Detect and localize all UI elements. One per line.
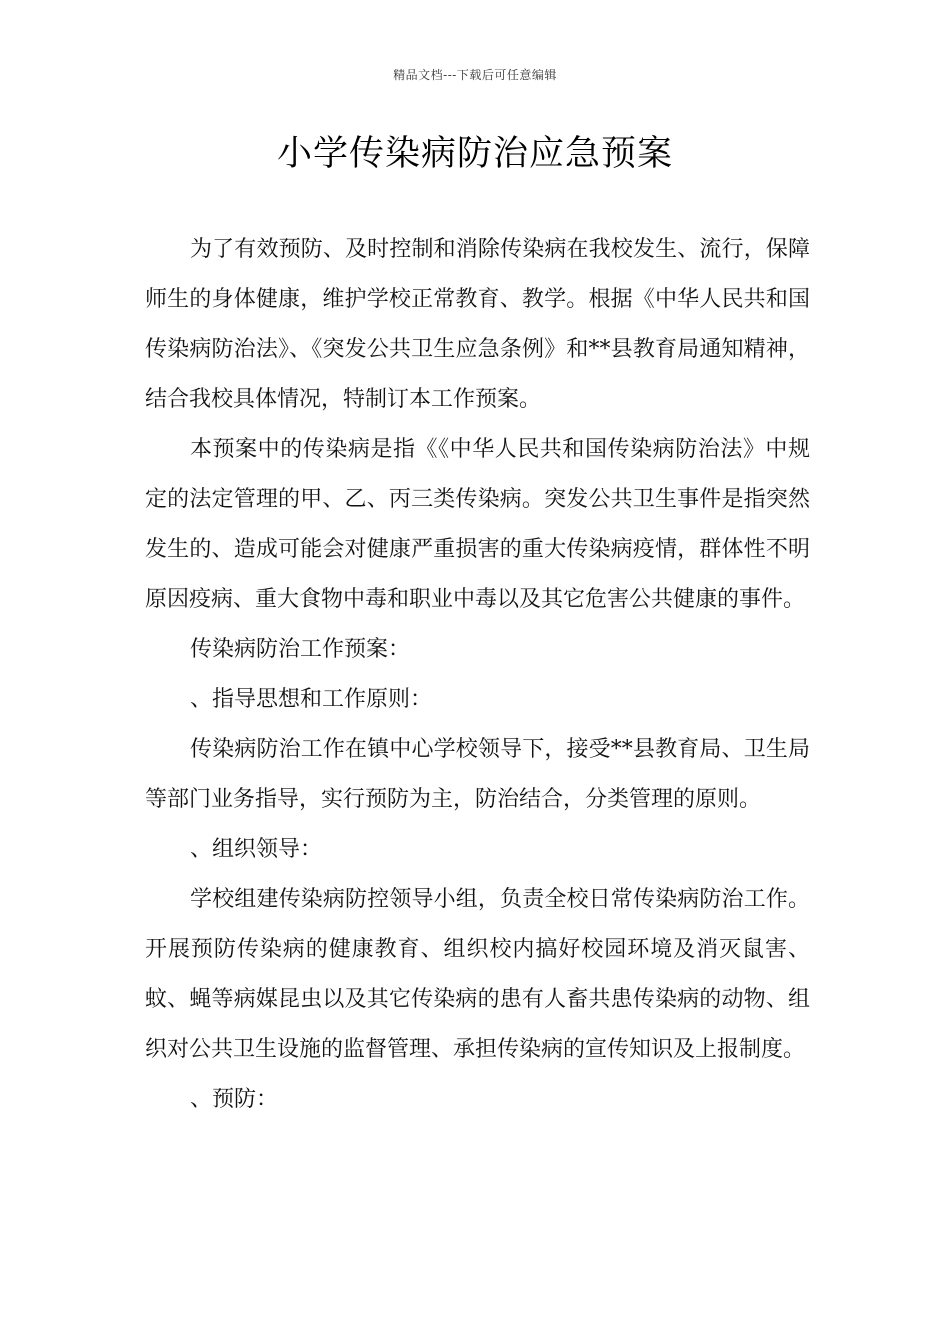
- paragraph-leadership: 学校组建传染病防控领导小组，负责全校日常传染病防治工作。开展预防传染病的健康教育、组织校内搞好校园环境及消灭鼠害、蚊、蝇等病媒昆虫以及其它传染病的患有人畜共患传染病的动物、组织对公共卫生设施的监督管理、承担传染病的宣传知识及上报制度。: [145, 887, 810, 1062]
- paragraph-principles: 传染病防治工作在镇中心学校领导下，接受**县教育局、卫生局等部门业务指导，实行预防为主，防治结合，分类管理的原则。: [145, 737, 810, 812]
- header-note: 精品文档---下载后可任意编辑: [393, 68, 557, 82]
- document-title: 小学传染病防治应急预案: [276, 134, 673, 174]
- section-heading-plan: 传染病防治工作预案：: [190, 637, 411, 662]
- section-heading-prevention: 、预防：: [190, 1087, 279, 1112]
- section-heading-leadership: 、组织领导：: [190, 837, 323, 862]
- document-body: [145, 225, 810, 1125]
- paragraph-definition: 本预案中的传染病是指《《中华人民共和国传染病防治法》中规定的法定管理的甲、乙、丙三类传染病。突发公共卫生事件是指突然发生的、造成可能会对健康严重损害的重大传染病疫情，群体性不明原因疫病、重大食物中毒和职业中毒以及其它危害公共健康的事件。: [145, 437, 810, 612]
- paragraph-intro: 为了有效预防、及时控制和消除传染病在我校发生、流行，保障师生的身体健康，维护学校正常教育、教学。根据《中华人民共和国传染病防治法》、《突发公共卫生应急条例》和**县教育局通知精神，结合我校具体情况，特制订本工作预案。: [145, 237, 810, 412]
- section-heading-principles: 、指导思想和工作原则：: [190, 687, 433, 712]
